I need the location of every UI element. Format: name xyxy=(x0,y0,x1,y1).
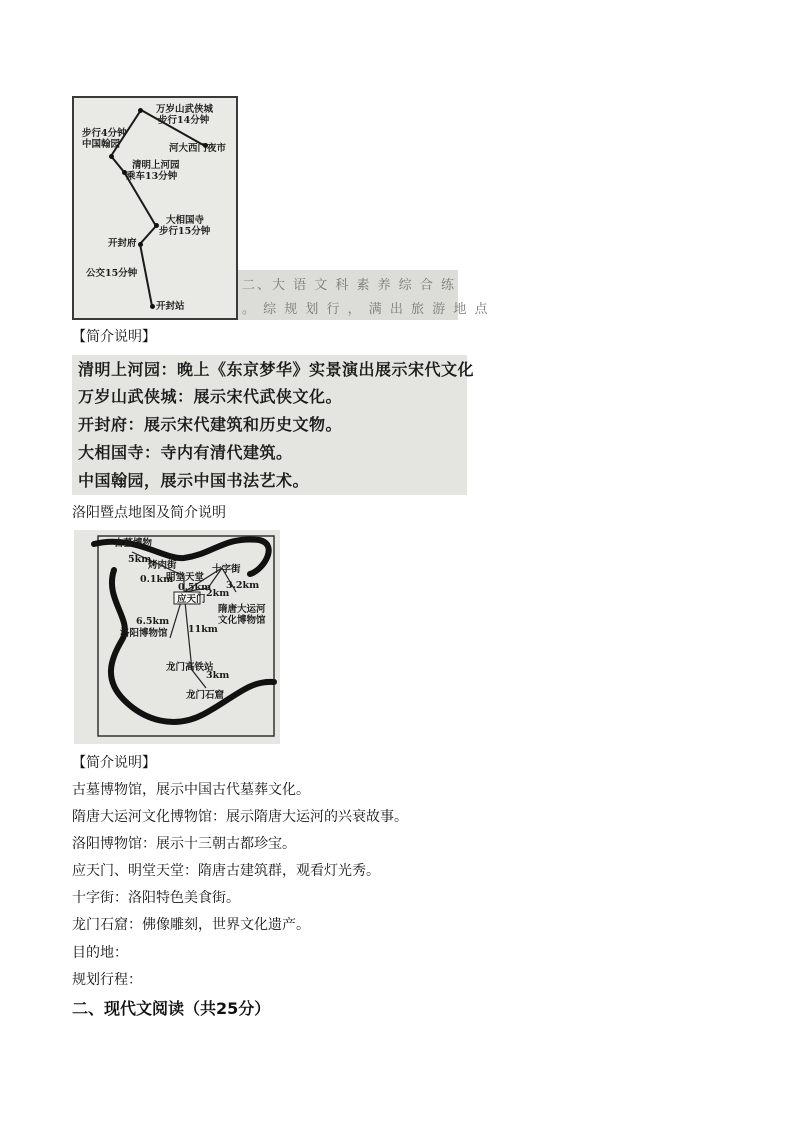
faded-line-2: 。 综 规 划 行 ， 满 出 旅 游 地 点 xyxy=(242,302,490,317)
luoyang-map-lines xyxy=(74,530,280,744)
lymap-label-65km: 6.5km xyxy=(136,616,170,627)
station-marker xyxy=(150,304,155,309)
map-label-walk4: 步行4分钟 xyxy=(82,128,127,139)
luoyang-caption: 洛阳暨点地图及简介说明 xyxy=(72,505,226,521)
map-label-car13: 乘车13分钟 xyxy=(126,171,178,182)
luoyang-intro-line: 十字街：洛阳特色美食街。 xyxy=(72,890,240,906)
lymap-label-crossroad: 十字街 xyxy=(212,564,241,575)
luoyang-map xyxy=(74,530,280,744)
wansui-marker xyxy=(138,108,143,113)
lymap-label-canal: 隋唐大运河文化博物馆 xyxy=(218,604,266,626)
lymap-label-5km: 5km xyxy=(128,554,152,565)
luoyang-intro-line: 应天门、明堂天堂：隋唐古建筑群，观看灯光秀。 xyxy=(72,863,380,879)
luoyang-intro-line: 洛阳博物馆：展示十三朝古都珍宝。 xyxy=(72,836,296,852)
lymap-label-11km: 11km xyxy=(188,624,218,635)
map-label-bus15: 公交15分钟 xyxy=(86,268,138,279)
intro-heading-kaifeng: 【简介说明】 xyxy=(72,329,156,345)
kaifeng-intro-line: 开封府：展示宋代建筑和历史文物。 xyxy=(78,415,343,434)
map-label-qingming: 清明上河园 xyxy=(132,160,180,171)
lymap-label-grottoes: 龙门石窟 xyxy=(186,690,225,701)
lymap-label-museum: 洛阳博物馆 xyxy=(120,628,168,639)
kaifeng-intro-line: 中国翰园，展示中国书法艺术。 xyxy=(78,471,310,490)
lymap-label-32km: 3.2km xyxy=(226,580,260,591)
faded-line-1: 二、大 语 文 科 素 养 综 合 练 xyxy=(242,278,457,293)
map-label-night-market: 河大西门夜市 xyxy=(169,143,227,154)
lymap-label-roast: 烤肉街 xyxy=(148,560,177,571)
map-label-walk14: 步行14分钟 xyxy=(158,115,210,126)
map-label-xiangguo: 大相国寺 xyxy=(166,215,205,226)
lymap-label-05km: 0.5km xyxy=(178,582,212,593)
destination-label: 目的地： xyxy=(72,945,128,961)
kaifeng-intro-scan xyxy=(72,355,475,495)
lymap-label-3km: 3km xyxy=(206,670,230,681)
map-label-wansui: 万岁山武侠城 xyxy=(156,104,214,115)
lymap-label-01km: 0.1km xyxy=(140,574,174,585)
itinerary-label: 规划行程： xyxy=(72,972,142,988)
hanyuan-marker xyxy=(109,154,114,159)
luoyang-intro-line: 龙门石窟：佛像雕刻，世界文化遗产。 xyxy=(72,917,310,933)
kaifeng-intro-line: 大相国寺：寺内有清代建筑。 xyxy=(78,443,293,462)
map-label-station: 开封站 xyxy=(156,301,185,312)
luoyang-intro-line: 隋唐大运河文化博物馆：展示隋唐大运河的兴衰故事。 xyxy=(72,809,408,825)
lymap-label-railway: 龙门高铁站 xyxy=(166,662,214,673)
intro-heading-luoyang: 【简介说明】 xyxy=(72,755,156,771)
map-label-kaifengfu: 开封府 xyxy=(108,238,137,249)
section-title: 二、现代文阅读（共25分） xyxy=(72,999,271,1018)
kaifengfu-marker xyxy=(138,242,143,247)
lymap-label-tomb: 古墓博物 xyxy=(114,538,153,549)
kaifeng-route-map xyxy=(72,96,238,320)
faded-scan-strip xyxy=(238,270,490,320)
map-label-walk15: 步行15分钟 xyxy=(159,226,211,237)
luoyang-intro-line: 古墓博物馆，展示中国古代墓葬文化。 xyxy=(72,782,310,798)
lymap-label-mingtang: 明堂天堂 xyxy=(166,572,205,583)
kaifeng-intro-line: 清明上河园：晚上《东京梦华》实景演出展示宋代文化 xyxy=(78,360,475,379)
map-label-hanyuan: 中国翰园 xyxy=(82,139,121,150)
lymap-label-2km: 2km xyxy=(206,588,230,599)
kaifeng-intro-line: 万岁山武侠城：展示宋代武侠文化。 xyxy=(78,387,343,406)
lymap-label-yingtian: 应天门 xyxy=(177,594,206,605)
